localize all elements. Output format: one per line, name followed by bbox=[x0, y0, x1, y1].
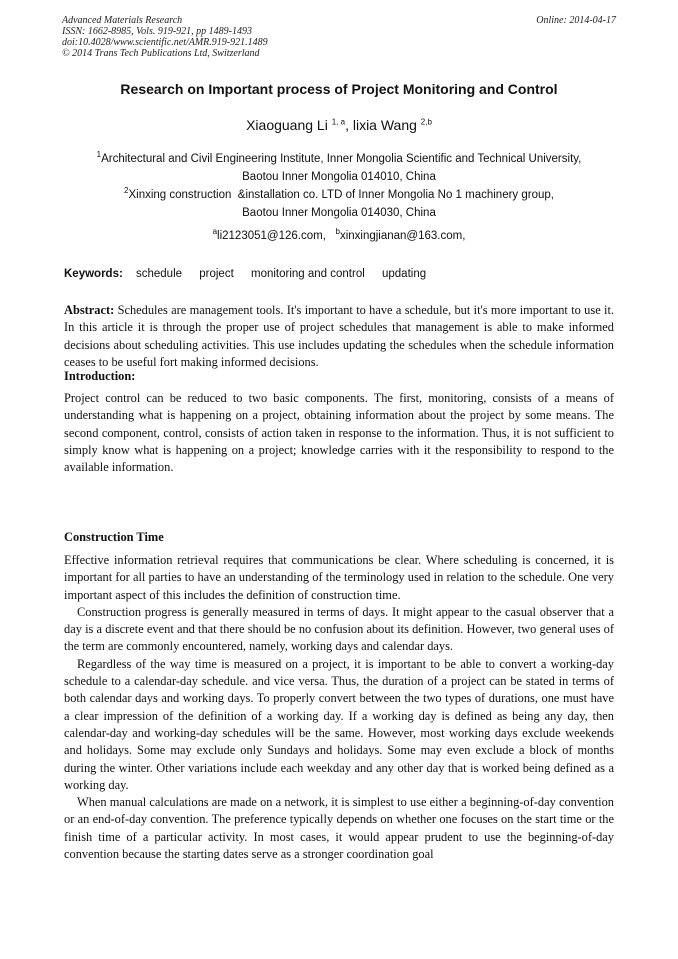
introduction-body bbox=[64, 390, 614, 476]
author-line bbox=[62, 116, 616, 134]
author-2-sup: 2,b bbox=[420, 117, 432, 127]
email-b[interactable]: xinxingjianan@163.com, bbox=[339, 230, 466, 242]
keyword: monitoring and control bbox=[250, 268, 365, 280]
author-1: Xiaoguang Li bbox=[246, 117, 332, 133]
keywords bbox=[64, 266, 440, 282]
email-a[interactable]: li2123051@126.com, bbox=[217, 230, 326, 242]
abstract bbox=[64, 302, 614, 371]
affiliation-2-line2: Baotou Inner Mongolia 014030, China bbox=[242, 207, 436, 219]
keywords-label: Keywords: bbox=[64, 268, 123, 280]
doi-line: doi:10.4028/www.scientific.net/AMR.919-921.1489 bbox=[62, 37, 268, 48]
affiliation-2 bbox=[62, 186, 616, 222]
abstract-text: Schedules are management tools. It's important to have a schedule, but it's more important to use it. In this article it is through the proper use of project schedules that management is able to make informed decisions about scheduling activities. This use includes updating the schedules when the schedule information ceases to be useful fort making informed decisions. bbox=[64, 303, 614, 369]
abstract-label: Abstract: bbox=[64, 303, 115, 317]
paragraph: Regardless of the way time is measured on a project, it is important to be able to convert a working-day schedule to a calendar-day schedule. and vice versa. Thus, the duration of a project can be stated in terms of both calendar days and working days. To properly convert between the two types of durations, one must have a clear impression of the definition of a working day. If a working day is defined as being any day, then calendar-day and working-day schedules will be the same. However, most working days exclude weekends and holidays. Some may exclude only Sundays and holidays. Some may even exclude a block of months during the winter. Other variations include each weekday and any other day that is worked being defined as a working day. bbox=[64, 656, 614, 792]
introduction-heading: Introduction: bbox=[64, 369, 136, 383]
journal-name: Advanced Materials Research bbox=[62, 15, 183, 26]
keyword: project bbox=[199, 268, 234, 280]
affiliation-1-line1: Architectural and Civil Engineering Institute, Inner Mongolia Scientific and Technical University, bbox=[101, 153, 582, 165]
author-separator: , bbox=[345, 117, 353, 133]
keyword: schedule bbox=[136, 268, 183, 280]
paper-title: Research on Important process of Project Monitoring and Control bbox=[120, 81, 558, 97]
keyword: updating bbox=[381, 268, 427, 280]
paragraph: When manual calculations are made on a network, it is simplest to use either a beginning-of-day convention or an end-of-day convention. The preference typically depends on whether one focuses on the start time or the finish time of a particular activity. In most cases, it would appear prudent to use the beginning-of-day convention because the starting dates serve as a stronger coordination goal bbox=[64, 795, 614, 862]
construction-time-body bbox=[64, 552, 614, 863]
email-b-sup: b bbox=[335, 227, 340, 237]
issn-line: ISSN: 1662-8985, Vols. 919-921, pp 1489-1493 bbox=[62, 26, 252, 37]
affiliation-1 bbox=[62, 150, 616, 186]
email-line bbox=[62, 228, 616, 244]
copyright-line: © 2014 Trans Tech Publications Ltd, Switzerland bbox=[62, 48, 260, 59]
author-1-sup: 1, a bbox=[331, 117, 346, 127]
paragraph: Construction progress is generally measured in terms of days. It might appear to the casual observer that a day is a discrete event and that there should be no confusion about its definition. However, two general uses of the term are commonly encountered, namely, working days and calendar days. bbox=[64, 604, 614, 654]
author-2: lixia Wang bbox=[352, 117, 421, 133]
affiliation-2-sup: 2 bbox=[124, 186, 129, 196]
online-date: Online: 2014-04-17 bbox=[536, 15, 616, 26]
paragraph: Effective information retrieval requires that communications be clear. Where scheduling is concerned, it is important for all parties to have an understanding of the terminology used in relation to the schedule. One very important aspect of this includes the definition of construction time. bbox=[64, 553, 614, 602]
construction-time-heading: Construction Time bbox=[64, 530, 164, 544]
affiliation-2-line1: Xinxing construction &installation co. LTD of Inner Mongolia No 1 machinery group, bbox=[128, 189, 554, 201]
affiliation-1-line2: Baotou Inner Mongolia 014010, China bbox=[242, 171, 436, 183]
introduction-paragraph: Project control can be reduced to two basic components. The first, monitoring, consists of a means of understanding what is happening on a project, obtaining information about the project by some means. The second component, control, consists of action taken in response to the information. Thus, it is not sufficient to simply know what is happening on a project; knowledge carries with it the responsibility to respond to the available information. bbox=[64, 391, 614, 475]
affiliation-1-sup: 1 bbox=[96, 150, 102, 160]
journal-header bbox=[62, 15, 616, 59]
email-a-sup: a bbox=[212, 227, 218, 237]
